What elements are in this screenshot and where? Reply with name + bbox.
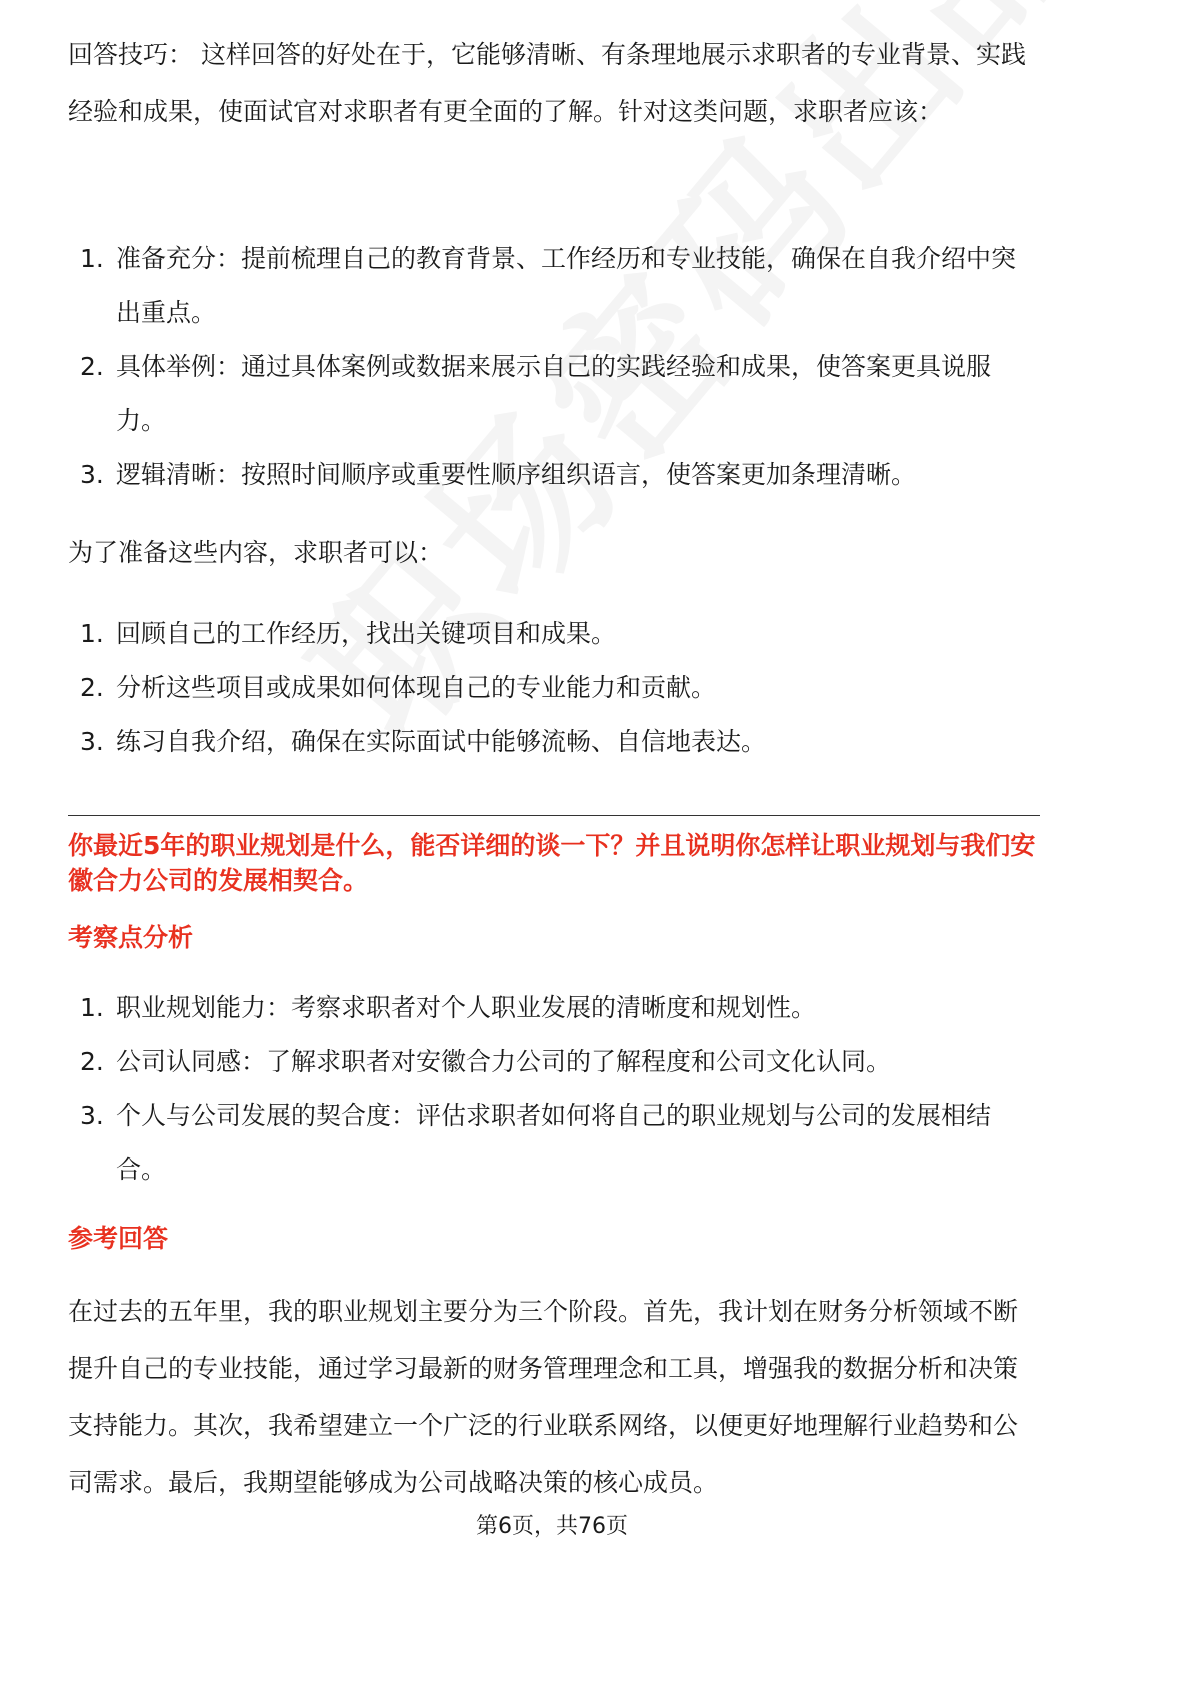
list-item-text: 个人与公司发展的契合度：评估求职者如何将自己的职业规划与公司的发展相结合。 (116, 1101, 992, 1184)
list-number: 1. (80, 244, 104, 273)
analysis-heading: 考察点分析 (68, 923, 194, 952)
preparation-list (68, 607, 1038, 769)
answer-tip-paragraph: 回答技巧： 这样回答的好处在于，它能够清晰、有条理地展示求职者的专业背景、实践经验和成果，使面试官对求职者有更全面的了解。针对这类问题，求职者应该： (68, 40, 1026, 126)
list-item-text: 具体举例：通过具体案例或数据来展示自己的实践经验和成果，使答案更具说服力。 (116, 352, 992, 435)
page-number-footer: 第6页，共76页 (476, 1514, 628, 1539)
list-item (68, 607, 1038, 661)
list-number: 3. (80, 727, 104, 756)
reference-answer-heading: 参考回答 (68, 1224, 169, 1253)
list-number: 2. (80, 673, 104, 702)
list-item-text: 分析这些项目或成果如何体现自己的专业能力和贡献。 (116, 673, 717, 702)
preparation-intro: 为了准备这些内容，求职者可以： (68, 538, 444, 567)
analysis-list (68, 981, 1038, 1197)
list-item (68, 1035, 1038, 1089)
list-number: 3. (80, 1101, 104, 1130)
list-number: 1. (80, 619, 104, 648)
list-item (68, 448, 1038, 502)
list-item-text: 练习自我介绍，确保在实际面试中能够流畅、自信地表达。 (116, 727, 767, 756)
list-number: 1. (80, 993, 104, 1022)
interview-question: 你最近5年的职业规划是什么，能否详细的谈一下？并且说明你怎样让职业规划与我们安徽合力公司的发展相契合。 (68, 831, 1036, 895)
list-item (68, 1089, 1038, 1197)
list-item (68, 340, 1038, 448)
list-item (68, 661, 1038, 715)
tip-list (68, 232, 1038, 502)
list-item-text: 准备充分：提前梳理自己的教育背景、工作经历和专业技能，确保在自我介绍中突出重点。 (116, 244, 1017, 327)
list-item (68, 715, 1038, 769)
list-item-text: 逻辑清晰：按照时间顺序或重要性顺序组织语言，使答案更加条理清晰。 (116, 460, 917, 489)
list-number: 3. (80, 460, 104, 489)
list-item-text: 公司认同感：了解求职者对安徽合力公司的了解程度和公司文化认同。 (116, 1047, 892, 1076)
list-item (68, 981, 1038, 1035)
list-item (68, 232, 1038, 340)
list-item-text: 职业规划能力：考察求职者对个人职业发展的清晰度和规划性。 (116, 993, 817, 1022)
section-divider (68, 815, 1040, 816)
reference-answer-paragraph: 在过去的五年里，我的职业规划主要分为三个阶段。首先，我计划在财务分析领域不断提升自己的专业技能，通过学习最新的财务管理理念和工具，增强我的数据分析和决策支持能力。其次，我希望建立一个广泛的行业联系网络，以便更好地理解行业趋势和公司需求。最后，我期望能够成为公司战略决策的核心成员。 (68, 1297, 1019, 1497)
list-item-text: 回顾自己的工作经历，找出关键项目和成果。 (116, 619, 617, 648)
list-number: 2. (80, 352, 104, 381)
list-number: 2. (80, 1047, 104, 1076)
